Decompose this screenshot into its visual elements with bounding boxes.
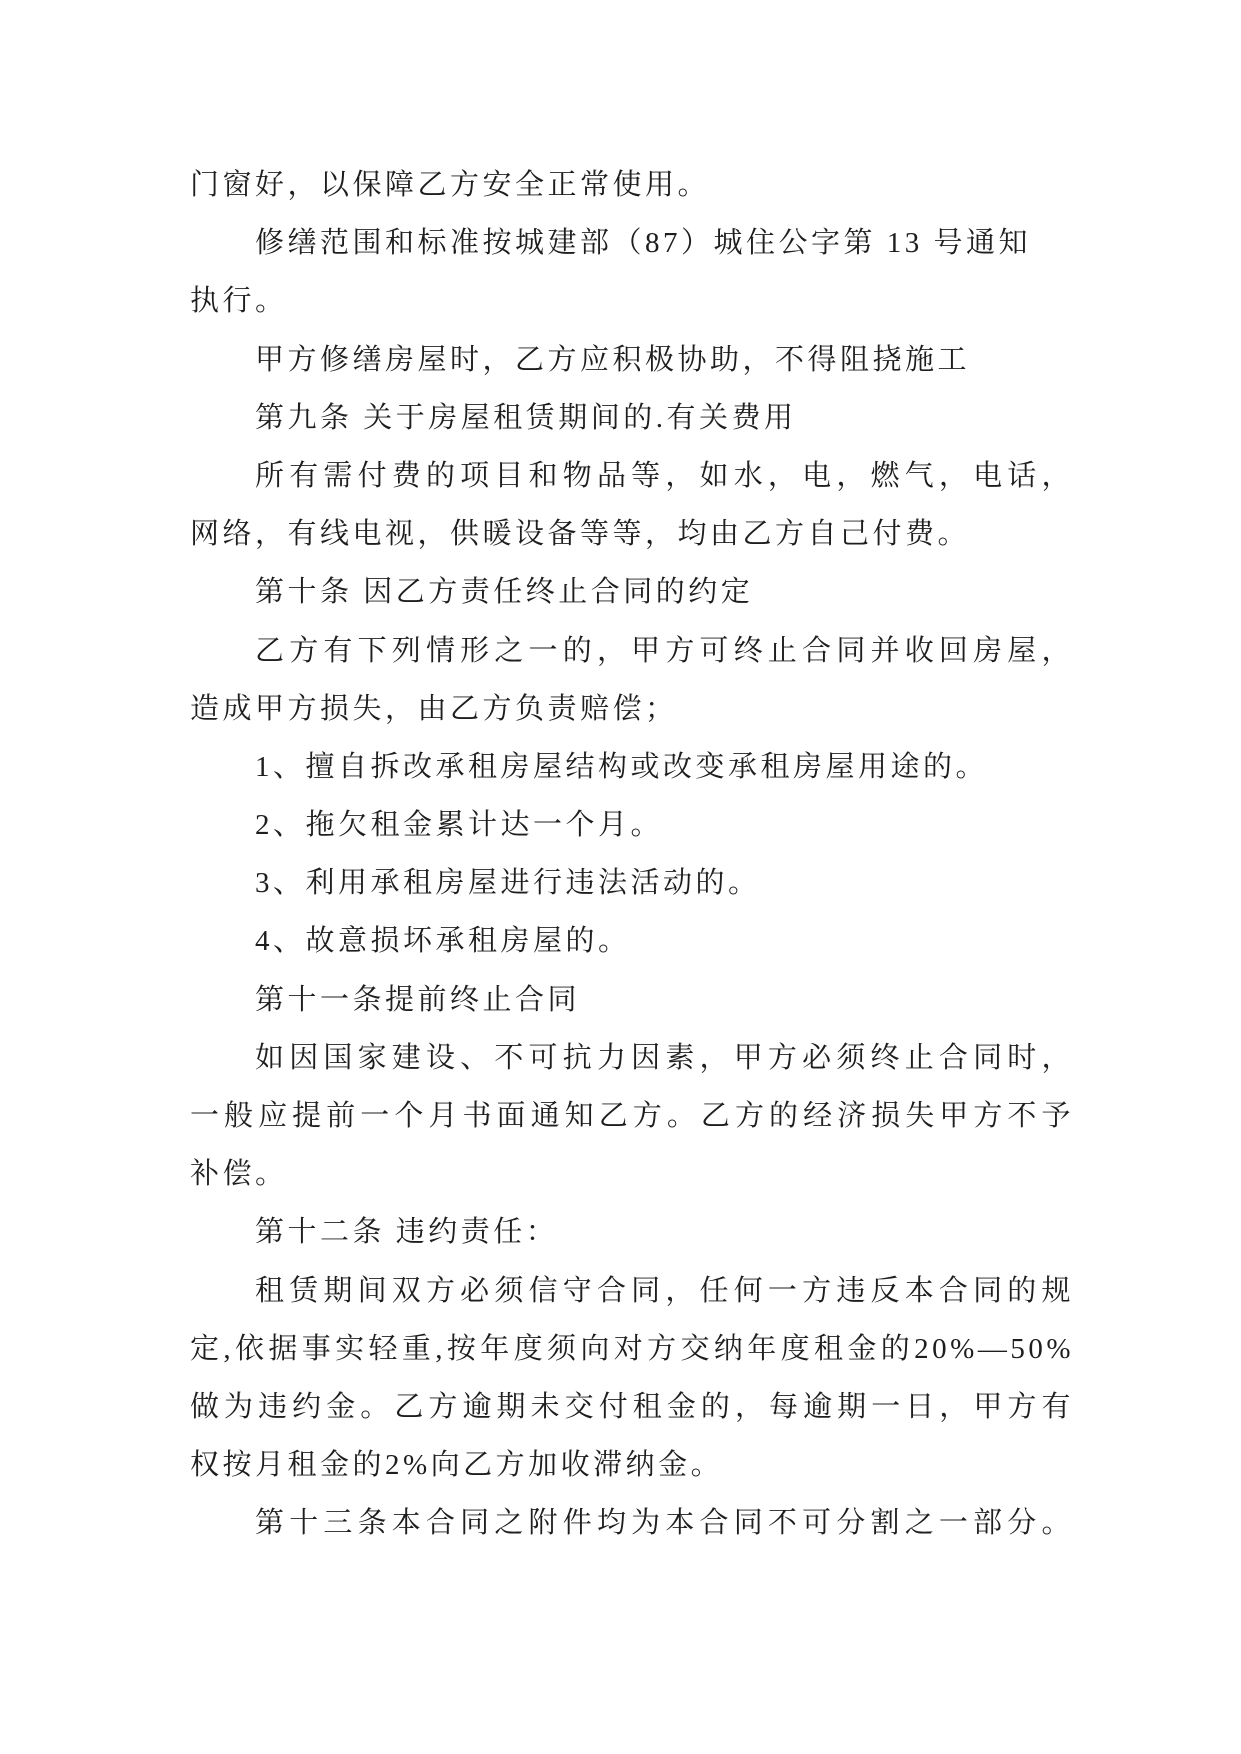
article-9-heading: 第九条 关于房屋租赁期间的.有关费用 bbox=[255, 401, 797, 434]
article-10-text-line-1: 乙方有下列情形之一的，甲方可终止合同并收回房屋， bbox=[255, 634, 1074, 667]
article-9-text-line-1: 所有需付费的项目和物品等，如水，电，燃气，电话， bbox=[255, 459, 1074, 492]
repair-cooperation-line: 甲方修缮房屋时，乙方应积极协助，不得阻挠施工 bbox=[255, 343, 971, 376]
article-11-heading: 第十一条提前终止合同 bbox=[255, 983, 581, 1016]
article-12-text-line-1: 租赁期间双方必须信守合同，任何一方违反本合同的规 bbox=[255, 1274, 1074, 1307]
article-13-text: 第十三条本合同之附件均为本合同不可分割之一部分。 bbox=[255, 1507, 1074, 1540]
article-10-item-2: 2、拖欠租金累计达一个月。 bbox=[255, 809, 664, 842]
article-11-text-line-3: 补偿。 bbox=[190, 1158, 288, 1191]
article-12-heading: 第十二条 违约责任： bbox=[255, 1216, 559, 1249]
article-10-heading: 第十条 因乙方责任终止合同的约定 bbox=[255, 576, 754, 609]
article-10-item-3: 3、利用承租房屋进行违法活动的。 bbox=[255, 867, 761, 900]
document-body bbox=[190, 156, 1074, 1553]
article-11-text-line-2: 一般应提前一个月书面通知乙方。乙方的经济损失甲方不予 bbox=[190, 1100, 1074, 1132]
article-10-text-line-2: 造成甲方损失，由乙方负责赔偿； bbox=[190, 692, 678, 725]
repair-continuation-line: 门窗好，以保障乙方安全正常使用。 bbox=[190, 169, 711, 201]
article-9-text-line-2: 网络，有线电视，供暖设备等等，均由乙方自己付费。 bbox=[190, 518, 971, 551]
article-10-item-1: 1、擅自拆改承租房屋结构或改变承租房屋用途的。 bbox=[255, 750, 989, 783]
article-10-item-4: 4、故意损坏承租房屋的。 bbox=[255, 925, 631, 958]
article-12-text-line-2: 定,依据事实轻重,按年度须向对方交纳年度租金的20%—50% bbox=[190, 1332, 1074, 1365]
article-11-text-line-1: 如因国家建设、不可抗力因素，甲方必须终止合同时， bbox=[255, 1041, 1074, 1074]
repair-standard-line: 修缮范围和标准按城建部（87）城住公字第 13 号通知 bbox=[255, 227, 1032, 260]
repair-standard-continuation-line: 执行。 bbox=[190, 285, 288, 318]
article-12-text-line-4: 权按月租金的2%向乙方加收滞纳金。 bbox=[190, 1449, 724, 1482]
article-12-text-line-3: 做为违约金。乙方逾期未交付租金的，每逾期一日，甲方有 bbox=[190, 1390, 1074, 1423]
